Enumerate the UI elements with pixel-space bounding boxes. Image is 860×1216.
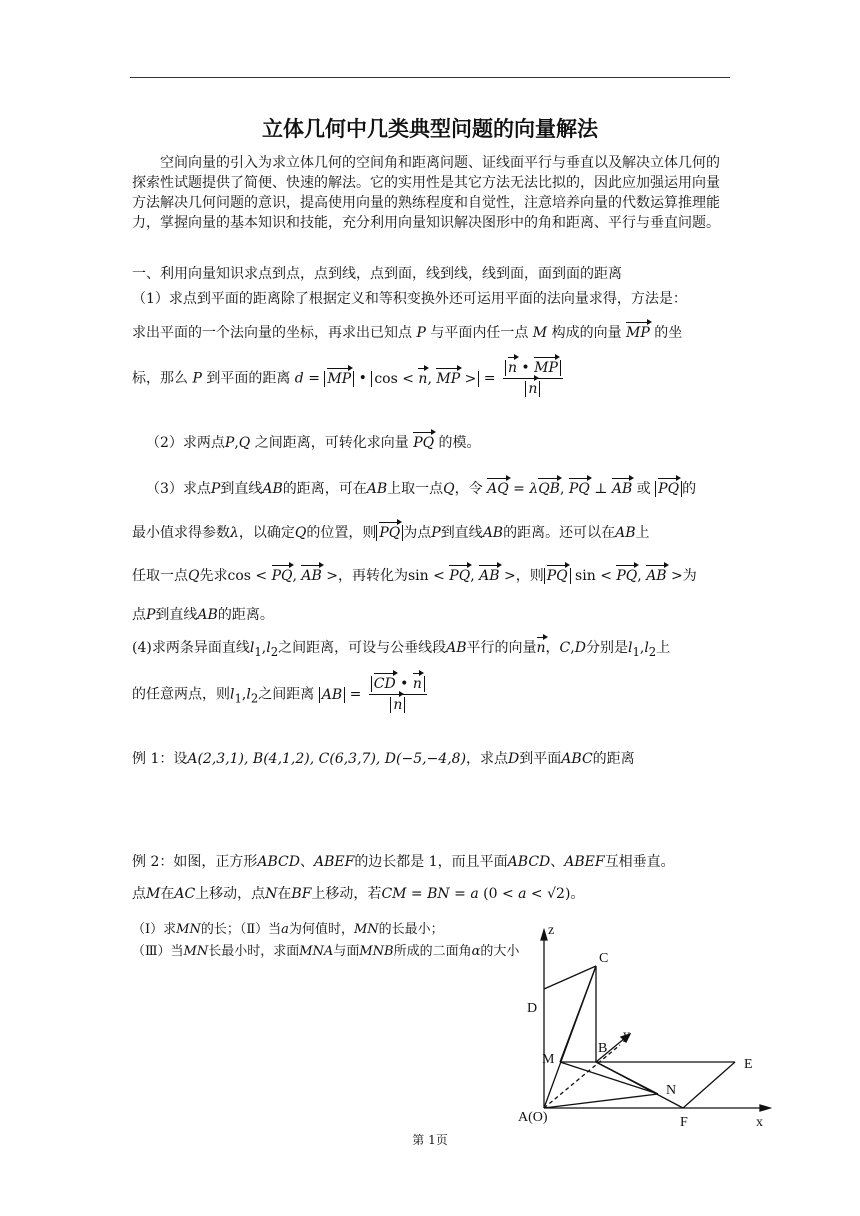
edge-AN (544, 1094, 658, 1108)
label-z: z (548, 923, 555, 938)
edge-EF (683, 1062, 735, 1108)
label-A: A(O) (518, 1110, 548, 1125)
intro-paragraph: 空间向量的引入为求立体几何的空间角和距离问题、证线面平行与垂直以及解决立体几何的探索性试题提供了简便、快速的解法。它的实用性是其它方法无法比拟的，因此应加强运用向量方法解决几何问题的意识，提高使用向量的熟练程度和自觉性，注意培养向量的代数运算推理能力，掌握向量的基本知识和技能，充分利用向量知识解决图形中的角和距离、平行与垂直问题。 (132, 155, 720, 231)
header-rule (130, 77, 730, 78)
item2-line: （2）求两点P,Q 之间距离，可转化求向量 PQ 的模。 (146, 435, 481, 451)
page-title: 立体几何中几类典型问题的向量解法 (262, 117, 598, 141)
item4-line1: (4)求两条异面直线$l_1,l_2$之间距离，可设与公垂线段AB平行的向量n，C,D分别是$l_1,l_2$上 (132, 640, 671, 659)
edge-MN (560, 1062, 658, 1094)
item1-line2: 求出平面的一个法向量的坐标，再求出已知点 P 与平面内任一点 M 构成的向量 MP 的坐 (132, 325, 683, 341)
edge-BN (596, 1062, 658, 1094)
item1-formula-line: 标，那么 P 到平面的距离 d = MP • cos < n, MP > = $\frac{n • MP}{n}$ (132, 360, 742, 397)
label-C: C (599, 951, 609, 966)
label-x: x (756, 1115, 763, 1130)
geometry-figure (500, 918, 780, 1133)
item3-line1: （3）求点P到直线AB的距离，可在AB上取一点Q，令 AQ = λQB, PQ ⊥ AB 或 PQ 的 (146, 481, 697, 497)
label-E: E (744, 1057, 753, 1072)
label-B: B (598, 1041, 608, 1056)
example1-line: 例 1：设A(2,3,1), B(4,1,2), C(6,3,7), D(−5,−4,8)，求点D到平面ABC的距离 (132, 751, 635, 767)
example2-question2: （Ⅲ）当MN长最小时，求面MNA与面MNB所成的二面角α的大小 (132, 944, 520, 959)
label-y: y (623, 1028, 630, 1043)
page-number: 第 1页 (412, 1133, 448, 1147)
example2-line2: 点M在AC上移动，点N在BF上移动，若CM = BN = a (0 < a < √2)。 (132, 886, 585, 902)
x-axis-arrow (760, 1105, 770, 1111)
section-heading: 一、利用向量知识求点到点，点到线，点到面，线到线，线到面，面到面的距离 (132, 266, 622, 282)
example2-line1: 例 2：如图，正方形ABCD、ABEF的边长都是 1，而且平面ABCD、ABEF互相垂直。 (132, 854, 675, 870)
item4-line2: 的任意两点，则$l_1,l_2$之间距离 AB = $\frac{CD • n}{n}$ (132, 676, 742, 713)
label-N: N (666, 1083, 677, 1098)
example2-question1: （Ⅰ）求MN的长；（Ⅱ）当a为何值时，MN的长最小； (132, 922, 444, 937)
label-M: M (542, 1052, 555, 1067)
item3-line3: 任取一点Q先求cos < PQ, AB >，再转化为sin < PQ, AB >，则 PQ sin < PQ, AB >为 (132, 568, 697, 584)
item3-line2: 最小值求得参数λ，以确定Q的位置，则 PQ 为点P到直线AB的距离。还可以在AB上 (132, 525, 650, 541)
edge-MC (560, 966, 596, 1062)
z-axis-arrow (541, 930, 547, 940)
label-F: F (680, 1115, 688, 1130)
label-D: D (527, 1001, 538, 1016)
item1-line1: （1）求点到平面的距离除了根据定义和等积变换外还可运用平面的法向量求得，方法是： (132, 291, 687, 307)
item3-line4: 点P到直线AB的距离。 (132, 607, 274, 623)
